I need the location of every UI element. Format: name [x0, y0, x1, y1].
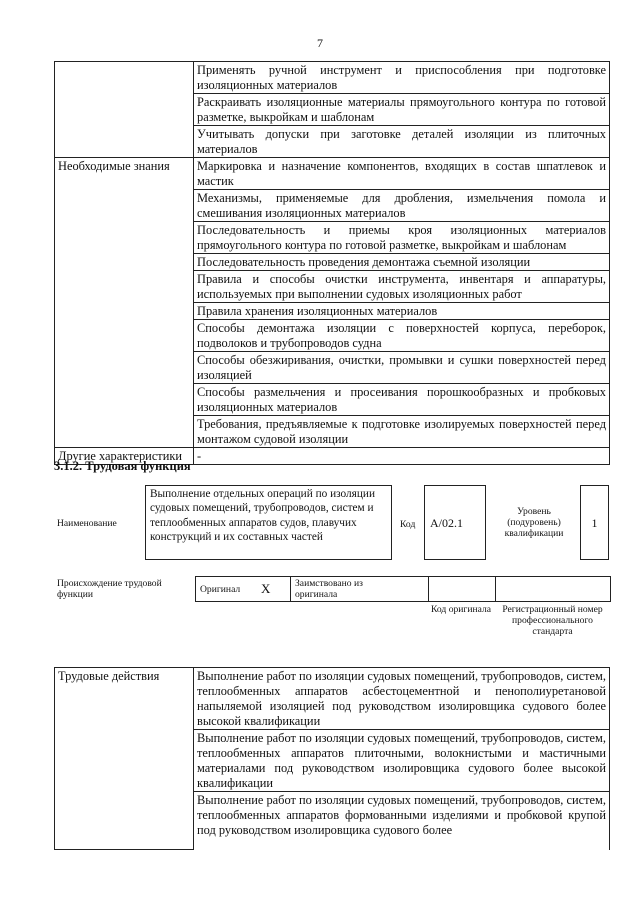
- reg-caption: Регистрационный номер профессионального стандарта: [502, 604, 603, 637]
- original-mark: X: [261, 581, 271, 596]
- section-title: 3.1.2. Трудовая функция: [54, 459, 191, 473]
- origin-label: Происхождение трудовой функции: [57, 578, 162, 600]
- table-cell: Выполнение работ по изоляции судовых помещений, трубопроводов, систем, теплообменных аппаратов формованными изделиями и пробковой крупой под руководством изолировщика судового более: [194, 792, 610, 850]
- code-label: Код: [400, 519, 416, 530]
- knowledge-label: Необходимые знания: [55, 158, 194, 448]
- level-value: 1: [591, 516, 598, 530]
- page-number: 7: [317, 36, 323, 50]
- borrowed-label: Заимствовано из оригинала: [295, 578, 363, 600]
- table-cell: Способы демонтажа изоляции с поверхностей корпуса, переборок, подволоков и трубопроводов судна: [194, 320, 610, 352]
- name-label: Наименование: [57, 518, 117, 529]
- table-cell: Правила хранения изоляционных материалов: [194, 303, 610, 320]
- skills-table: [54, 61, 610, 465]
- function-name: Выполнение отдельных операций по изоляции судовых помещений, трубопроводов, систем и теплообменных аппаратов судов, плавучих конструкций и их составных частей: [150, 488, 376, 543]
- divider: [428, 576, 429, 602]
- original-label: Оригинал: [200, 584, 241, 595]
- code-caption: Код оригинала: [430, 604, 492, 615]
- table-cell: Требования, предъявляемые к подготовке изолируемых поверхностей перед монтажом судовой изоляции: [194, 416, 610, 448]
- level-label: Уровень (подуровень) квалификации: [504, 506, 564, 539]
- table-cell: Способы размельчения и просеивания порошкообразных и пробковых изоляционных материалов: [194, 384, 610, 416]
- other-label: Другие характеристики: [55, 448, 194, 465]
- table-row: [55, 62, 610, 94]
- actions-table: [54, 667, 610, 850]
- table-cell: Механизмы, применяемые для дробления, измельчения помола и смешивания изоляционных материалов: [194, 190, 610, 222]
- table-cell: Маркировка и назначение компонентов, входящих в состав шпатлевок и мастик: [194, 158, 610, 190]
- table-cell: Выполнение работ по изоляции судовых помещений, трубопроводов, систем, теплообменных аппаратов асбестоцементной и пенополиуретановой напыляемой изоляцией под руководством изолировщика судового более высокой квалификации: [194, 668, 610, 730]
- table-cell: Последовательность и приемы кроя изоляционных материалов прямоугольного контура по готовой разметке, выкройкам и шаблонам: [194, 222, 610, 254]
- divider: [290, 576, 291, 602]
- table-cell: Выполнение работ по изоляции судовых помещений, трубопроводов, систем, теплообменных аппаратов плиточными, волокнистыми и мастичными материалами под руководством изолировщика судового более высокой квалификации: [194, 730, 610, 792]
- table-cell: Применять ручной инструмент и приспособления при подготовке изоляционных материалов: [194, 62, 610, 94]
- actions-label: Трудовые действия: [55, 668, 194, 850]
- table-cell: Учитывать допуски при заготовке деталей изоляции из плиточных материалов: [194, 126, 610, 158]
- code-value: А/02.1: [430, 516, 463, 530]
- table-row: [55, 668, 610, 730]
- table-cell: Способы обезжиривания, очистки, промывки и сушки поверхностей перед изоляцией: [194, 352, 610, 384]
- table-cell: -: [194, 448, 610, 465]
- table-cell: Последовательность проведения демонтажа съемной изоляции: [194, 254, 610, 271]
- divider: [495, 576, 496, 602]
- table-cell: Раскраивать изоляционные материалы прямоугольного контура по готовой разметке, выкройкам и шаблонам: [194, 94, 610, 126]
- table-cell: Правила и способы очистки инструмента, инвентаря и аппаратуры, используемых при выполнении судовых изоляционных работ: [194, 271, 610, 303]
- origin-box: [195, 576, 611, 602]
- table-row: [55, 158, 610, 190]
